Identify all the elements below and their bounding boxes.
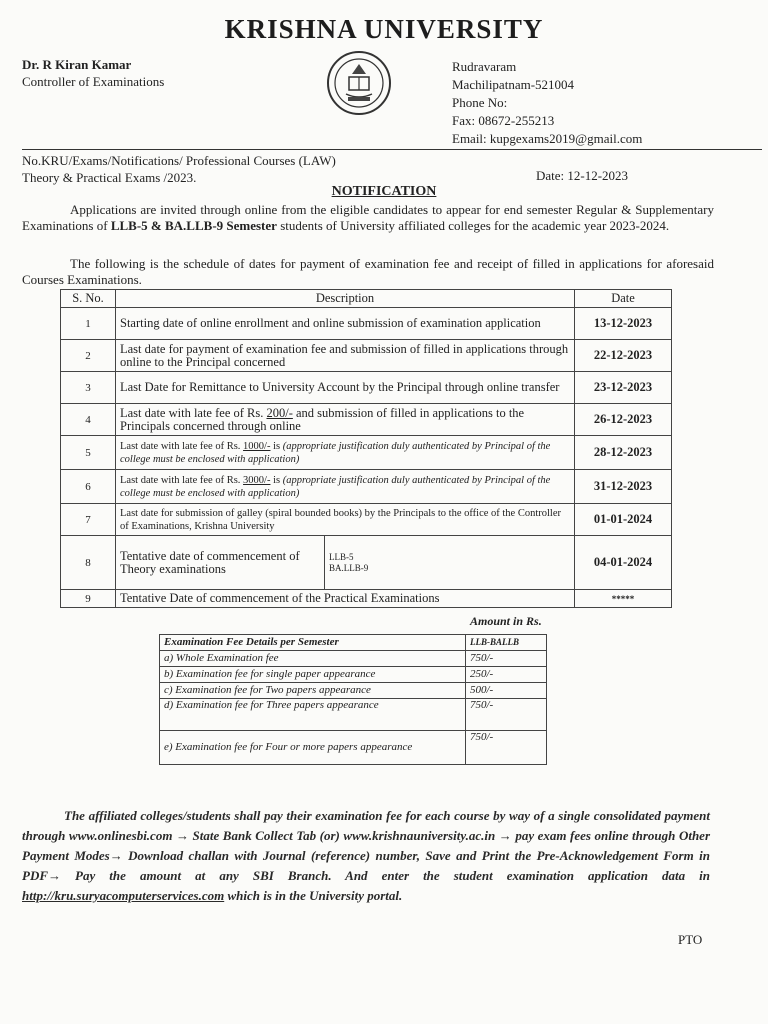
amount-label: Amount in Rs. [470, 614, 542, 628]
table-row: e) Examination fee for Four or more papers appearance 750/- [160, 731, 547, 765]
table-row: d) Examination fee for Three papers appearance 750/- [160, 699, 547, 731]
table-row: b) Examination fee for single paper appearance 250/- [160, 667, 547, 683]
university-title: KRISHNA UNIVERSITY [224, 14, 544, 44]
address-line: Rudravaram [452, 59, 517, 74]
table-row: c) Examination fee for Two papers appearance 500/- [160, 683, 547, 699]
payment-instructions: The affiliated colleges/students shall pay their examination fee for each course by way of a single consolidated payment through www.onlinesbi.com → State Bank Collect Tab (or) www.krishnauniversity.ac.in → pay exam fees online through Other Payment Modes→ Download challan with Journal (reference) number, Save and Print the Pre-Acknowledgement Form in PDF→ Pay the amount at any SBI Branch. And enter the student examination application data in http://kru.suryacomputerservices.com which is in the University portal. [22, 808, 710, 903]
table-row: 5 Last date with late fee of Rs. 1000/- is (appropriate justification duly authenticated by Principal of the college must be enclosed with application) 28-12-2023 [61, 436, 672, 470]
reference-line-2: Theory & Practical Exams /2023. [22, 170, 197, 185]
table-row: 8 Tentative date of commencement of Theory examinations LLB-5 BA.LLB-9 04-01-2024 [61, 536, 672, 590]
notification-heading: NOTIFICATION [331, 184, 437, 199]
reference-number [22, 152, 336, 186]
schedule-table [60, 289, 672, 608]
portal-link[interactable]: http://kru.suryacomputerservices.com [22, 888, 225, 903]
address-block [452, 58, 642, 148]
col-description: Description [116, 290, 575, 308]
notification-date: Date: 12-12-2023 [536, 168, 629, 183]
header-divider [22, 149, 762, 150]
table-row: 3 Last Date for Remittance to University Account by the Principal through online transfer 23-12-2023 [61, 372, 672, 404]
address-line: Email: kupgexams2019@gmail.com [452, 131, 643, 146]
table-header-row: Examination Fee Details per Semester LLB-BALLB [160, 635, 547, 651]
schedule-intro-paragraph: The following is the schedule of dates for payment of examination fee and receipt of filled in applications for aforesaid Courses Examinations. [22, 256, 714, 287]
col-date: Date [575, 290, 672, 308]
controller-block [22, 56, 164, 90]
table-row: a) Whole Examination fee 750/- [160, 651, 547, 667]
table-row: 7 Last date for submission of galley (spiral bounded books) by the Principals to the office of the Controller of Examinations, Krishna University 01-01-2024 [61, 504, 672, 536]
intro-paragraph: Applications are invited through online from the eligible candidates to appear for end semester Regular & Supplementary Examinations of LLB-5 & BA.LLB-9 Semester students of University affiliated colleges for the academic year 2023-2024. [22, 202, 714, 233]
fee-table [159, 634, 547, 765]
table-row: 6 Last date with late fee of Rs. 3000/- is (appropriate justification duly authenticated by Principal of the college must be enclosed with application) 31-12-2023 [61, 470, 672, 504]
reference-line-1: No.KRU/Exams/Notifications/ Professional Courses (LAW) [22, 153, 336, 168]
address-line: Fax: 08672-255213 [452, 113, 555, 128]
controller-title: Controller of Examinations [22, 74, 165, 89]
table-row: 9 Tentative Date of commencement of the Practical Examinations ***** [61, 590, 672, 608]
table-row: 1 Starting date of online enrollment and online submission of examination application 13-12-2023 [61, 308, 672, 340]
address-line: Phone No: [452, 95, 508, 110]
controller-name: Dr. R Kiran Kamar [22, 57, 132, 72]
pto-label: PTO [678, 932, 703, 947]
address-line: Machilipatnam-521004 [452, 77, 575, 92]
table-header-row [61, 290, 672, 308]
table-row: 4 Last date with late fee of Rs. 200/- and submission of filled in applications to the Principals concerned through online 26-12-2023 [61, 404, 672, 436]
university-logo [326, 50, 392, 116]
col-sno: S. No. [61, 290, 116, 308]
table-row: 2 Last date for payment of examination fee and submission of filled in applications through online to the Principal concerned 22-12-2023 [61, 340, 672, 372]
